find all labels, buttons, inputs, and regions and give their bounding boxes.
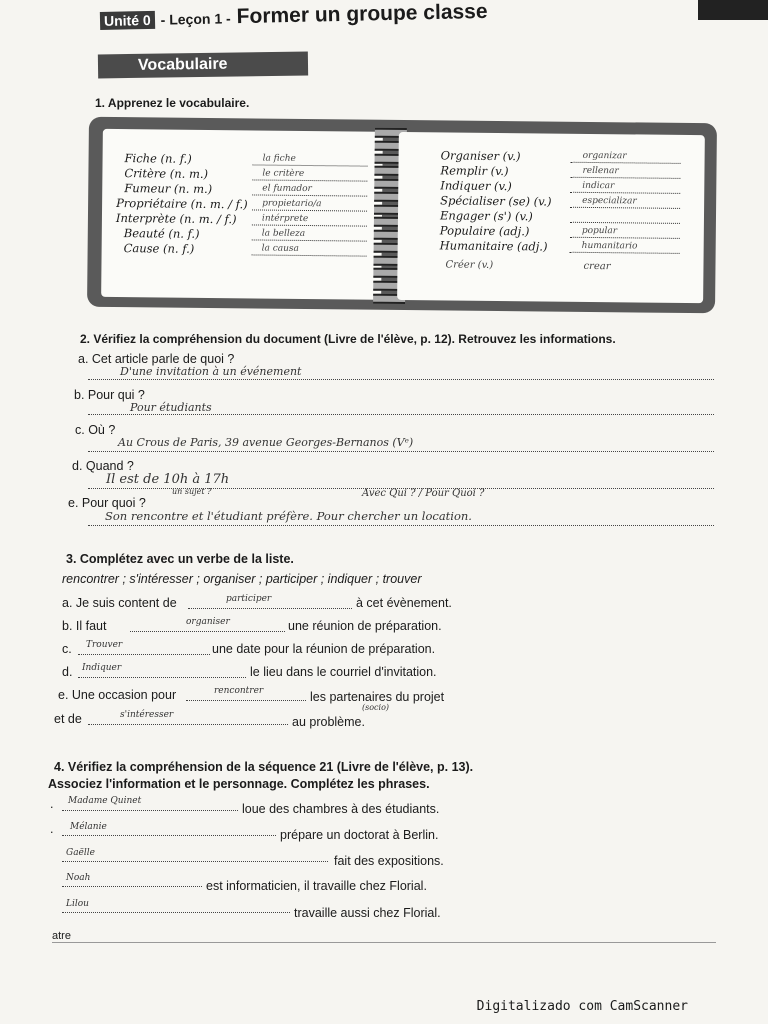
- page-header: [100, 0, 488, 32]
- ex3-c-post: une date pour la réunion de préparation.: [212, 642, 436, 656]
- exercise-4-title: 4. Vérifiez la compréhension de la séquence 21 (Livre de l'élève, p. 13).: [54, 760, 474, 774]
- vocab-answer[interactable]: especializar: [582, 195, 637, 207]
- vocabulary-notebook: [87, 117, 717, 314]
- ex3-b-post: une réunion de préparation.: [288, 619, 442, 633]
- ex3-a-pre: a. Je suis content de: [62, 596, 177, 610]
- answer-b[interactable]: Pour étudiants: [130, 401, 212, 414]
- section-banner: Vocabulaire: [98, 52, 308, 79]
- ex3-a-post: à cet évènement.: [356, 596, 452, 610]
- vocab-answer[interactable]: indicar: [582, 180, 615, 192]
- vocab-answer[interactable]: la causa: [261, 243, 299, 254]
- ex4-d-post: est informaticien, il travaille chez Florial.: [206, 879, 427, 893]
- ex3-f-post: au problème.: [292, 715, 365, 729]
- question-d: d. Quand ?: [72, 459, 134, 473]
- page-edge-shadow: [698, 0, 768, 20]
- vocab-term: Spécialiser (se) (v.): [440, 193, 552, 209]
- note-e-small: un sujet ?: [172, 487, 212, 496]
- vocab-term: Remplir (v.): [440, 163, 509, 179]
- ex3-note: (socio): [362, 703, 390, 712]
- ex3-e-pre: e. Une occasion pour: [58, 688, 177, 702]
- vocab-term: Critère (n. m.): [124, 166, 209, 181]
- ex3-c-pre: c.: [62, 642, 72, 656]
- scanner-watermark: Digitalizado com CamScanner: [476, 999, 688, 1014]
- vocab-answer[interactable]: el fumador: [262, 183, 312, 195]
- ex4-b-answer[interactable]: Mélanie: [70, 822, 107, 832]
- vocab-answer[interactable]: popular: [581, 225, 618, 237]
- answer-d[interactable]: Il est de 10h à 17h: [106, 472, 230, 487]
- vocab-answer[interactable]: la belleza: [261, 228, 306, 239]
- exercise-3-title: 3. Complétez avec un verbe de la liste.: [66, 552, 294, 566]
- vocab-extra-answer[interactable]: crear: [583, 260, 611, 273]
- ex3-f-pre: et de: [54, 712, 82, 726]
- ex3-b-answer[interactable]: organiser: [186, 617, 230, 627]
- vocab-term: Humanitaire (adj.): [439, 238, 548, 254]
- question-a: a. Cet article parle de quoi ?: [78, 352, 235, 366]
- ex4-e-answer[interactable]: Lilou: [66, 899, 89, 909]
- answer-c[interactable]: Au Crous de Paris, 39 avenue Georges-Bernanos (Vᵉ): [118, 436, 414, 449]
- notebook-right-page: [397, 132, 705, 303]
- ex4-b-post: prépare un doctorat à Berlin.: [280, 828, 439, 842]
- vocab-term: Fiche (n. f.): [124, 151, 192, 166]
- vocab-answer[interactable]: intérprete: [261, 213, 309, 225]
- ex4-a-answer[interactable]: Madame Quinet: [68, 796, 142, 806]
- ex4-a-post: loue des chambres à des étudiants.: [242, 802, 440, 816]
- vocab-answer[interactable]: propietario/a: [262, 198, 322, 210]
- verb-list: rencontrer ; s'intéresser ; organiser ; participer ; indiquer ; trouver: [62, 572, 422, 586]
- ex3-c-answer[interactable]: Trouver: [86, 640, 123, 650]
- question-e: e. Pour quoi ?: [68, 496, 146, 510]
- question-b: b. Pour qui ?: [74, 388, 145, 402]
- vocab-answer[interactable]: rellenar: [582, 165, 619, 177]
- vocab-term: Populaire (adj.): [439, 223, 530, 239]
- worksheet-page: Unité 0 - Leçon 1 - Former un groupe classe Vocabulaire 1. Apprenez le vocabulaire. Fiche (n. f.) Critère (n. m.) Fumeur (n. m.) Propriétaire (n. m. / f.) Interprète (n. m. / f.) Beauté (n. f.) Cause (n. f.) la fiche le critère el fumador propietario/a intérprete la belleza la causa Organiser (v.) Remplir (v.) Indiquer (v.) Spécialiser (se) (v.) Engager (s') (v.) Populaire (adj.) Humanitaire (adj.) Créer (v.) organizar rellenar indicar especializar popular humanitario crear 2. Vérifiez la compréhension du document (Livre de l'élève, p. 12). Retrouvez les informations. a. Cet article parle de quoi ? D'une invitation à un événement b. Pour qui ? Pour étudiants c. Où ? Au Crous de Paris, 39 avenue Georges-Bernanos (Vᵉ) d. Quand ? Il est de 10h à 17h e. Pour quoi ? un sujet ? Avec Qui ? / Pour Quoi ? Son rencontre et l'étudiant préfère. Pour chercher un location. 3. Complétez avec un verbe de la liste. rencontrer ; s'intéresser ; organiser ; participer ; indiquer ; trouver a. Je suis content de participer à cet évènement. b. Il faut organiser une réunion de préparation. c. Trouver une date pour la réunion de préparation. d. Indiquer le lieu dans le courriel d'invitation. e. Une occasion pour rencontrer les partenaires du projet (socio) et de s'intéresser au problème. 4. Vérifiez la compréhension de la séquence 21 (Livre de l'élève, p. 13). Associez l'information et le personnage. Complétez les phrases. . Madame Quinet loue des chambres à des étudiants. . Mélanie prépare un doctorat à Berlin. Gaëlle fait des expositions. Noah est informaticien, il travaille chez Florial. Lilou travaille aussi chez Florial. atre Digitalizado com CamScanner: [0, 0, 768, 1024]
- vocab-answer[interactable]: organizar: [582, 150, 627, 162]
- ex3-f-answer[interactable]: s'intéresser: [120, 710, 174, 720]
- vocab-term: Cause (n. f.): [123, 241, 195, 256]
- vocab-extra-term: Créer (v.): [445, 259, 494, 271]
- vocab-term: Interprète (n. m. / f.): [115, 211, 237, 227]
- exercise-4-subtitle: Associez l'information et le personnage. Complétez les phrases.: [48, 777, 430, 791]
- exercise-1-title: 1. Apprenez le vocabulaire.: [95, 96, 250, 110]
- exercise-2-title: 2. Vérifiez la compréhension du document (Livre de l'élève, p. 12). Retrouvez les informations.: [80, 332, 616, 346]
- notebook-left-page: [101, 129, 383, 300]
- bottom-fragment: atre: [52, 930, 71, 942]
- ex3-d-pre: d.: [62, 665, 73, 679]
- vocab-term: Organiser (v.): [440, 148, 521, 164]
- page-title: Former un groupe classe: [236, 0, 488, 29]
- ex4-e-post: travaille aussi chez Florial.: [294, 906, 441, 920]
- vocab-answer[interactable]: la fiche: [262, 153, 296, 164]
- vocab-term: Fumeur (n. m.): [124, 181, 213, 197]
- ex4-c-answer[interactable]: Gaëlle: [66, 848, 95, 858]
- vocab-term: Beauté (n. f.): [123, 226, 200, 241]
- ex4-c-post: fait des expositions.: [334, 854, 444, 868]
- ex3-b-pre: b. Il faut: [62, 619, 107, 633]
- vocab-term: Engager (s') (v.): [439, 208, 533, 224]
- bottom-rule: [52, 942, 716, 943]
- ex3-e-post: les partenaires du projet: [310, 690, 445, 704]
- answer-a[interactable]: D'une invitation à un événement: [120, 365, 302, 378]
- vocab-answer[interactable]: humanitario: [581, 240, 638, 252]
- vocab-term: Propriétaire (n. m. / f.): [116, 196, 248, 212]
- ex4-d-answer[interactable]: Noah: [66, 873, 91, 883]
- ex3-d-answer[interactable]: Indiquer: [82, 663, 122, 673]
- unit-badge: Unité 0: [100, 11, 155, 30]
- ex3-e-answer[interactable]: rencontrer: [214, 686, 264, 696]
- vocab-answer[interactable]: le critère: [262, 168, 305, 179]
- ex3-d-post: le lieu dans le courriel d'invitation.: [250, 665, 437, 679]
- vocab-term: Indiquer (v.): [440, 178, 512, 194]
- question-c: c. Où ?: [75, 423, 116, 437]
- lesson-label: - Leçon 1 -: [160, 10, 231, 28]
- note-e-top: Avec Qui ? / Pour Quoi ?: [362, 488, 485, 499]
- ex3-a-answer[interactable]: participer: [226, 594, 272, 604]
- answer-e[interactable]: Son rencontre et l'étudiant préfère. Pour chercher un location.: [105, 509, 472, 523]
